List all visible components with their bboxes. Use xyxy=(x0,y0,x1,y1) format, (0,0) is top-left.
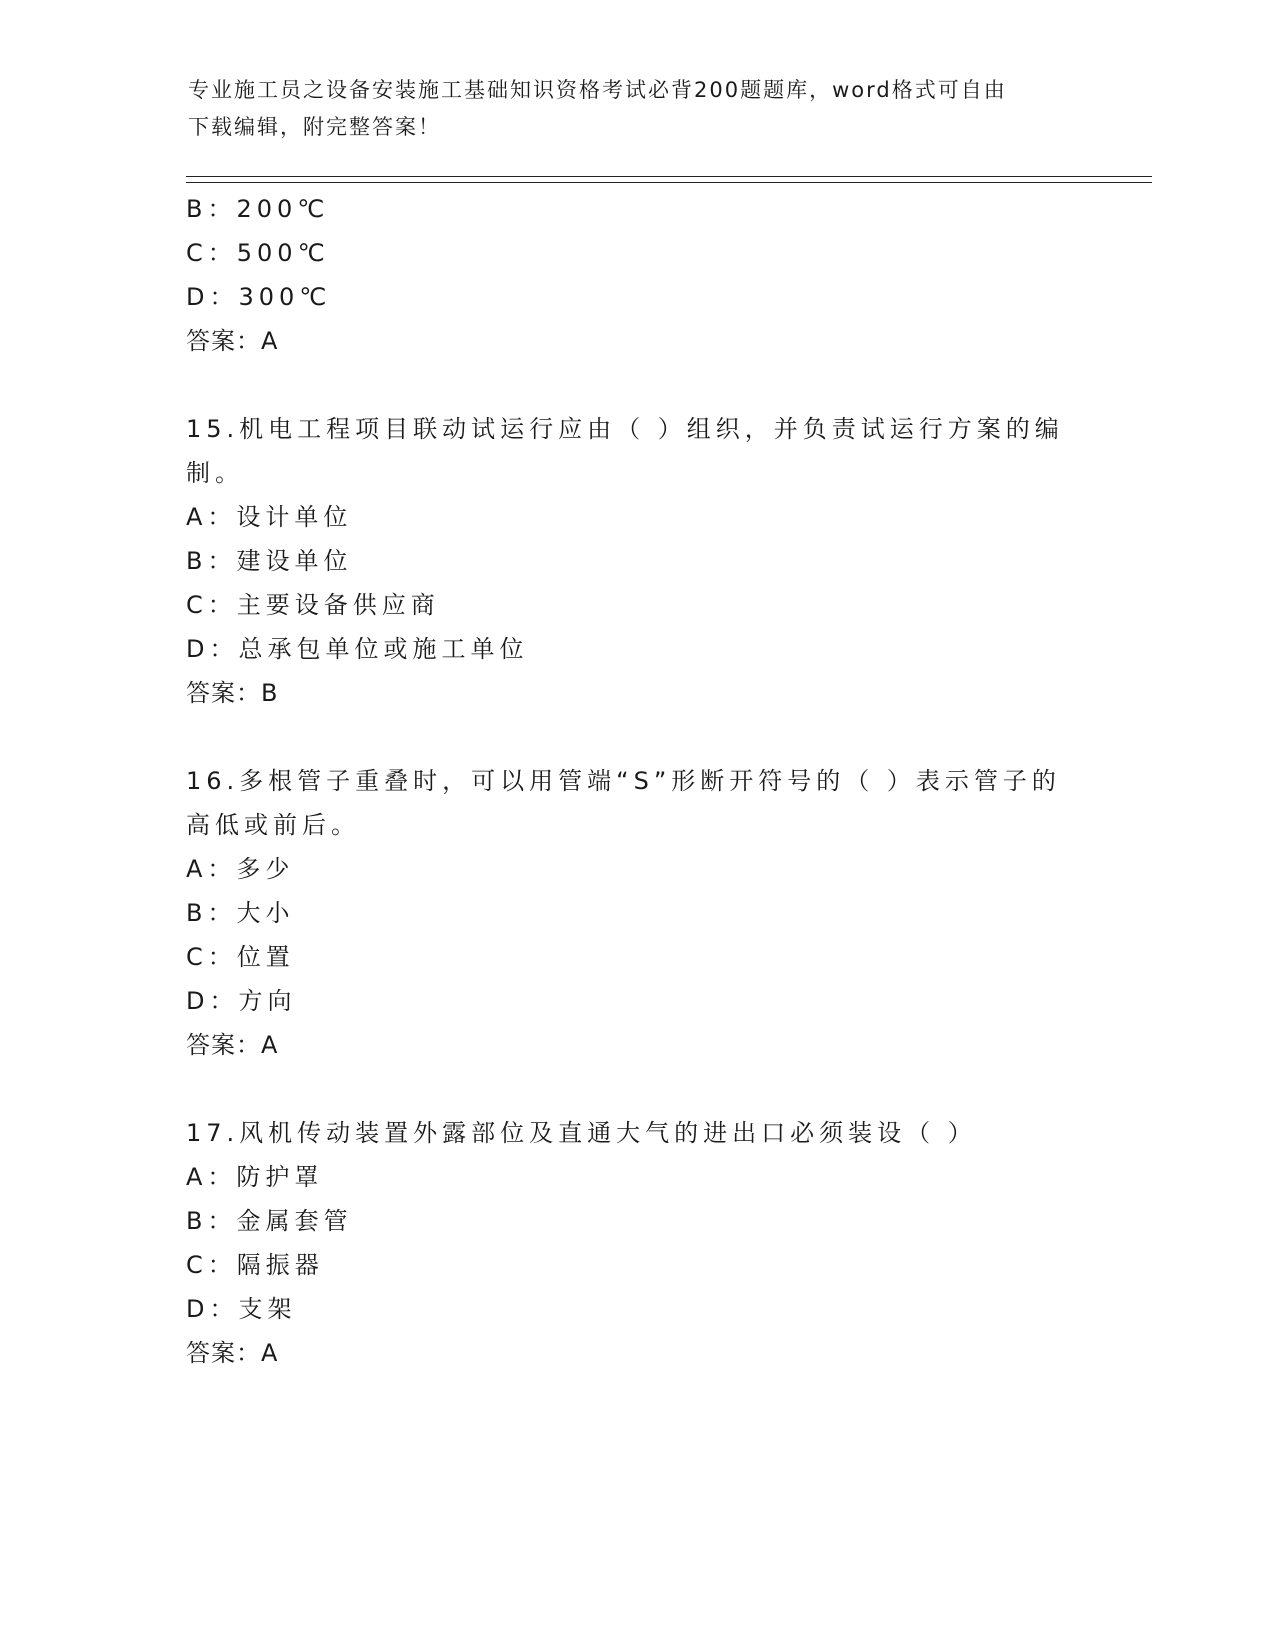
q17-answer: 答案：A xyxy=(186,1339,279,1367)
header-divider-bottom xyxy=(186,182,1152,183)
q15-answer: 答案：B xyxy=(186,679,279,707)
q16-option-a: A：多少 xyxy=(186,855,295,883)
q15-option-c: C：主要设备供应商 xyxy=(186,591,440,619)
q16-option-b: B：大小 xyxy=(186,899,295,927)
q16-answer: 答案：A xyxy=(186,1031,279,1059)
q14-option-d: D：300℃ xyxy=(186,283,332,311)
header-divider-top xyxy=(186,176,1152,177)
q16-option-d: D：方向 xyxy=(186,987,297,1015)
q15-stem-line-1: 15.机电工程项目联动试运行应由（ ）组织，并负责试运行方案的编 xyxy=(186,415,1064,443)
q14-answer: 答案：A xyxy=(186,327,279,355)
q16-stem-line-2: 高低或前后。 xyxy=(186,811,360,839)
document-header xyxy=(188,72,1088,146)
q17-option-b: B：金属套管 xyxy=(186,1207,353,1235)
header-title-line-2: 下载编辑，附完整答案！ xyxy=(188,115,441,139)
q17-stem-line-1: 17.风机传动装置外露部位及直通大气的进出口必须装设（ ） xyxy=(186,1119,977,1147)
q15-option-d: D：总承包单位或施工单位 xyxy=(186,635,529,663)
q15-option-b: B：建设单位 xyxy=(186,547,353,575)
q17-option-d: D：支架 xyxy=(186,1295,297,1323)
q14-option-c: C：500℃ xyxy=(186,239,330,267)
q17-option-a: A：防护罩 xyxy=(186,1163,324,1191)
q16-option-c: C：位置 xyxy=(186,943,295,971)
header-title-line-1: 专业施工员之设备安装施工基础知识资格考试必背200题题库，word格式可自由 xyxy=(188,78,1007,102)
q16-stem-line-1: 16.多根管子重叠时，可以用管端“S”形断开符号的（ ）表示管子的 xyxy=(186,767,1061,795)
q14-option-b: B：200℃ xyxy=(186,195,330,223)
q17-option-c: C：隔振器 xyxy=(186,1251,324,1279)
q15-option-a: A：设计单位 xyxy=(186,503,353,531)
q15-stem-line-2: 制。 xyxy=(186,459,244,487)
